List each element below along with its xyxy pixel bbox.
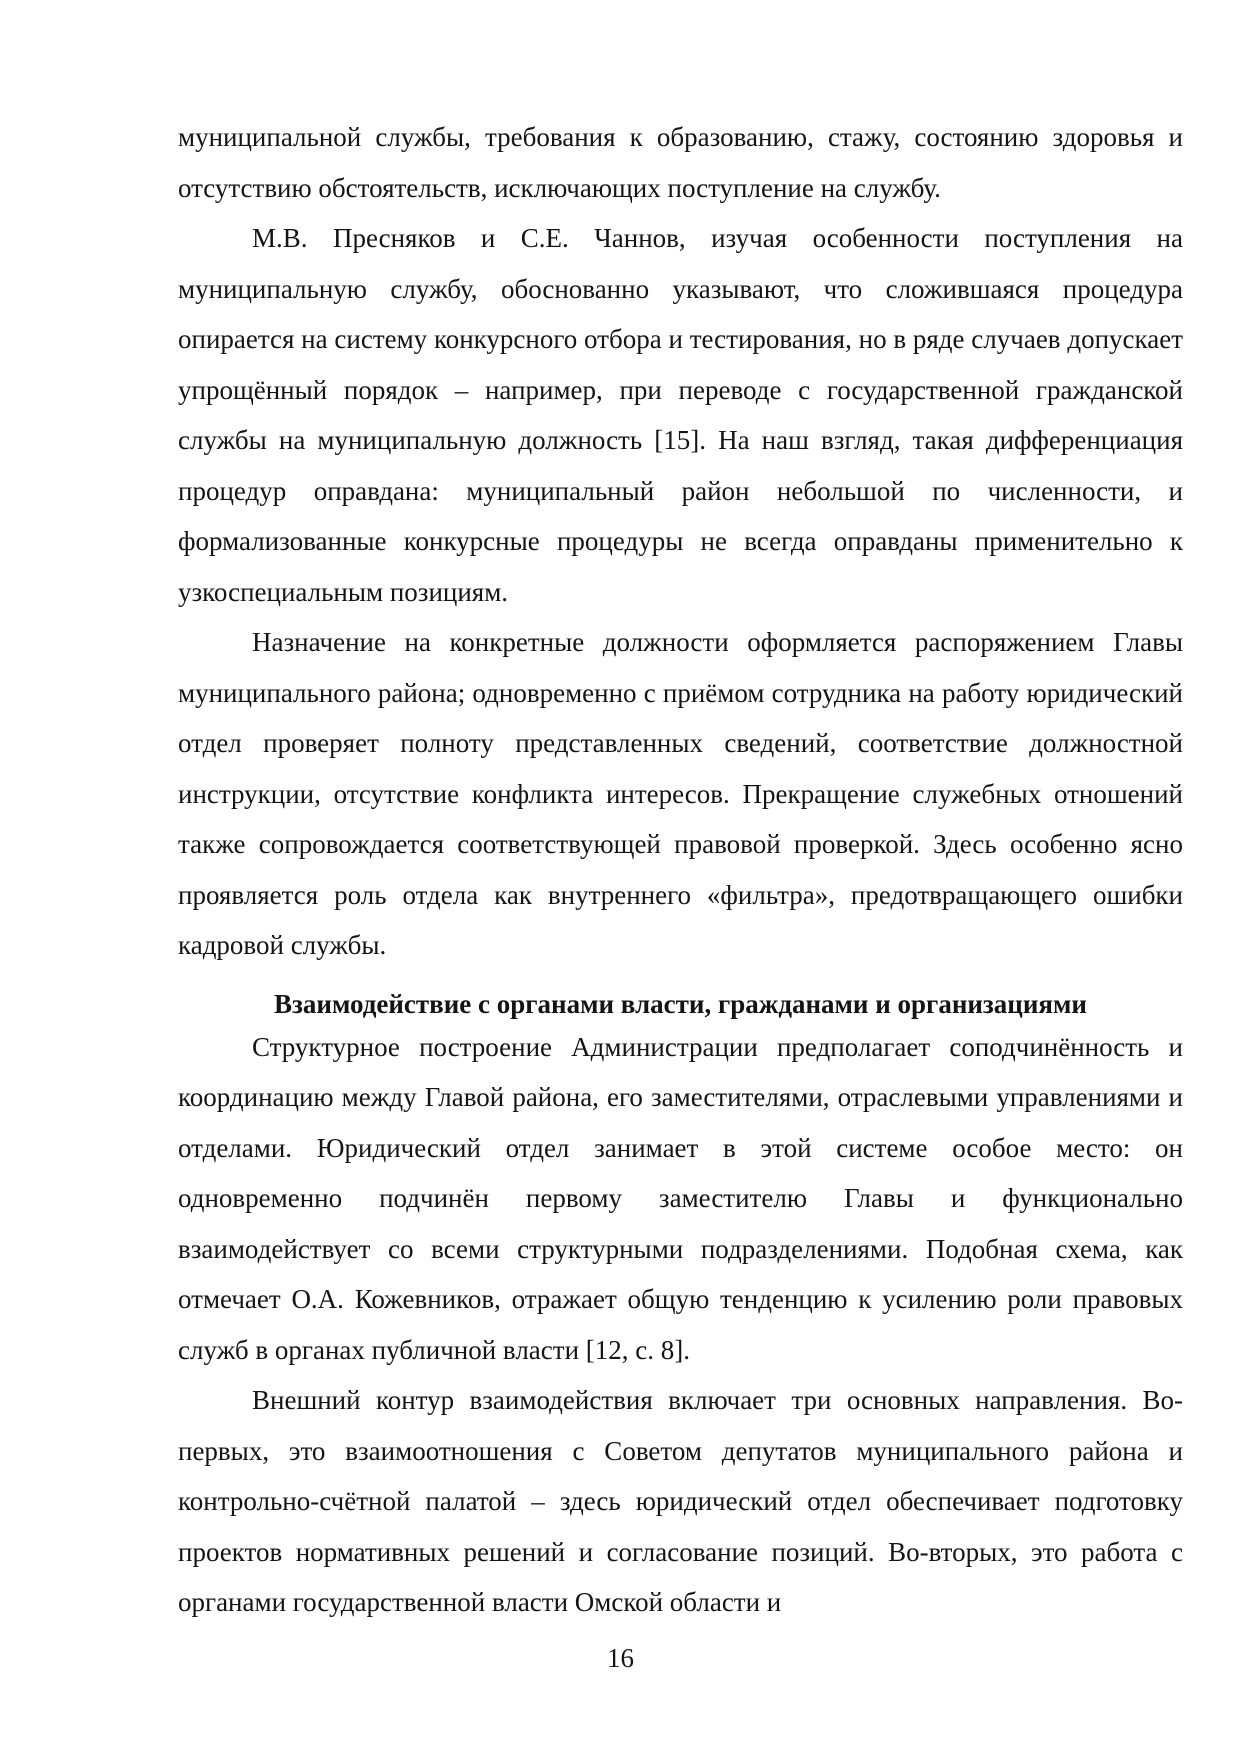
paragraph-presnyakov-channov: М.В. Пресняков и С.Е. Чаннов, изучая особенности поступления на муниципальную службу, обоснованно указывают, что сложившаяся процедура опирается на систему конкурсного отбора и тестирования, но в ряде случаев допускает упрощённый порядок – например, при переводе с государственной гражданской службы на муниципальную должность [15]. На наш взгляд, такая дифференциация процедур оправдана: муниципальный район небольшой по численности, и формализованные конкурсные процедуры не всегда оправданы применительно к узкоспециальным позициям. (178, 223, 1183, 607)
document-page (178, 112, 1183, 1628)
section-heading: Взаимодействие с органами власти, гражданами и организациями (274, 988, 1087, 1019)
page-number: 16 (607, 1643, 634, 1673)
paragraph-appointment: Назначение на конкретные должности оформляется распоряжением Главы муниципального района; одновременно с приёмом сотрудника на работу юридический отдел проверяет полноту представленных сведений, соответствие должностной инструкции, отсутствие конфликта интересов. Прекращение служебных отношений также сопровождается соответствующей правовой проверкой. Здесь особенно ясно проявляется роль отдела как внутреннего «фильтра», предотвращающего ошибки кадровой службы. (178, 627, 1183, 960)
paragraph-external-contour: Внешний контур взаимодействия включает три основных направления. Во-первых, это взаимоотношения с Советом депутатов муниципального района и контрольно-счётной палатой – здесь юридический отдел обеспечивает подготовку проектов нормативных решений и согласование позиций. Во-вторых, это работа с органами государственной власти Омской области и (178, 1385, 1183, 1617)
paragraph-continuation: муниципальной службы, требования к образованию, стажу, состоянию здоровья и отсутствию обстоятельств, исключающих поступление на службу. (178, 122, 1183, 203)
paragraph-structure: Структурное построение Администрации предполагает соподчинённость и координацию между Главой района, его заместителями, отраслевыми управлениями и отделами. Юридический отдел занимает в этой системе особое место: он одновременно подчинён первому заместителю Главы и функционально взаимодействует со всеми структурными подразделениями. Подобная схема, как отмечает О.А. Кожевников, отражает общую тенденцию к усилению роли правовых служб в органах публичной власти [12, с. 8]. (178, 1031, 1183, 1365)
